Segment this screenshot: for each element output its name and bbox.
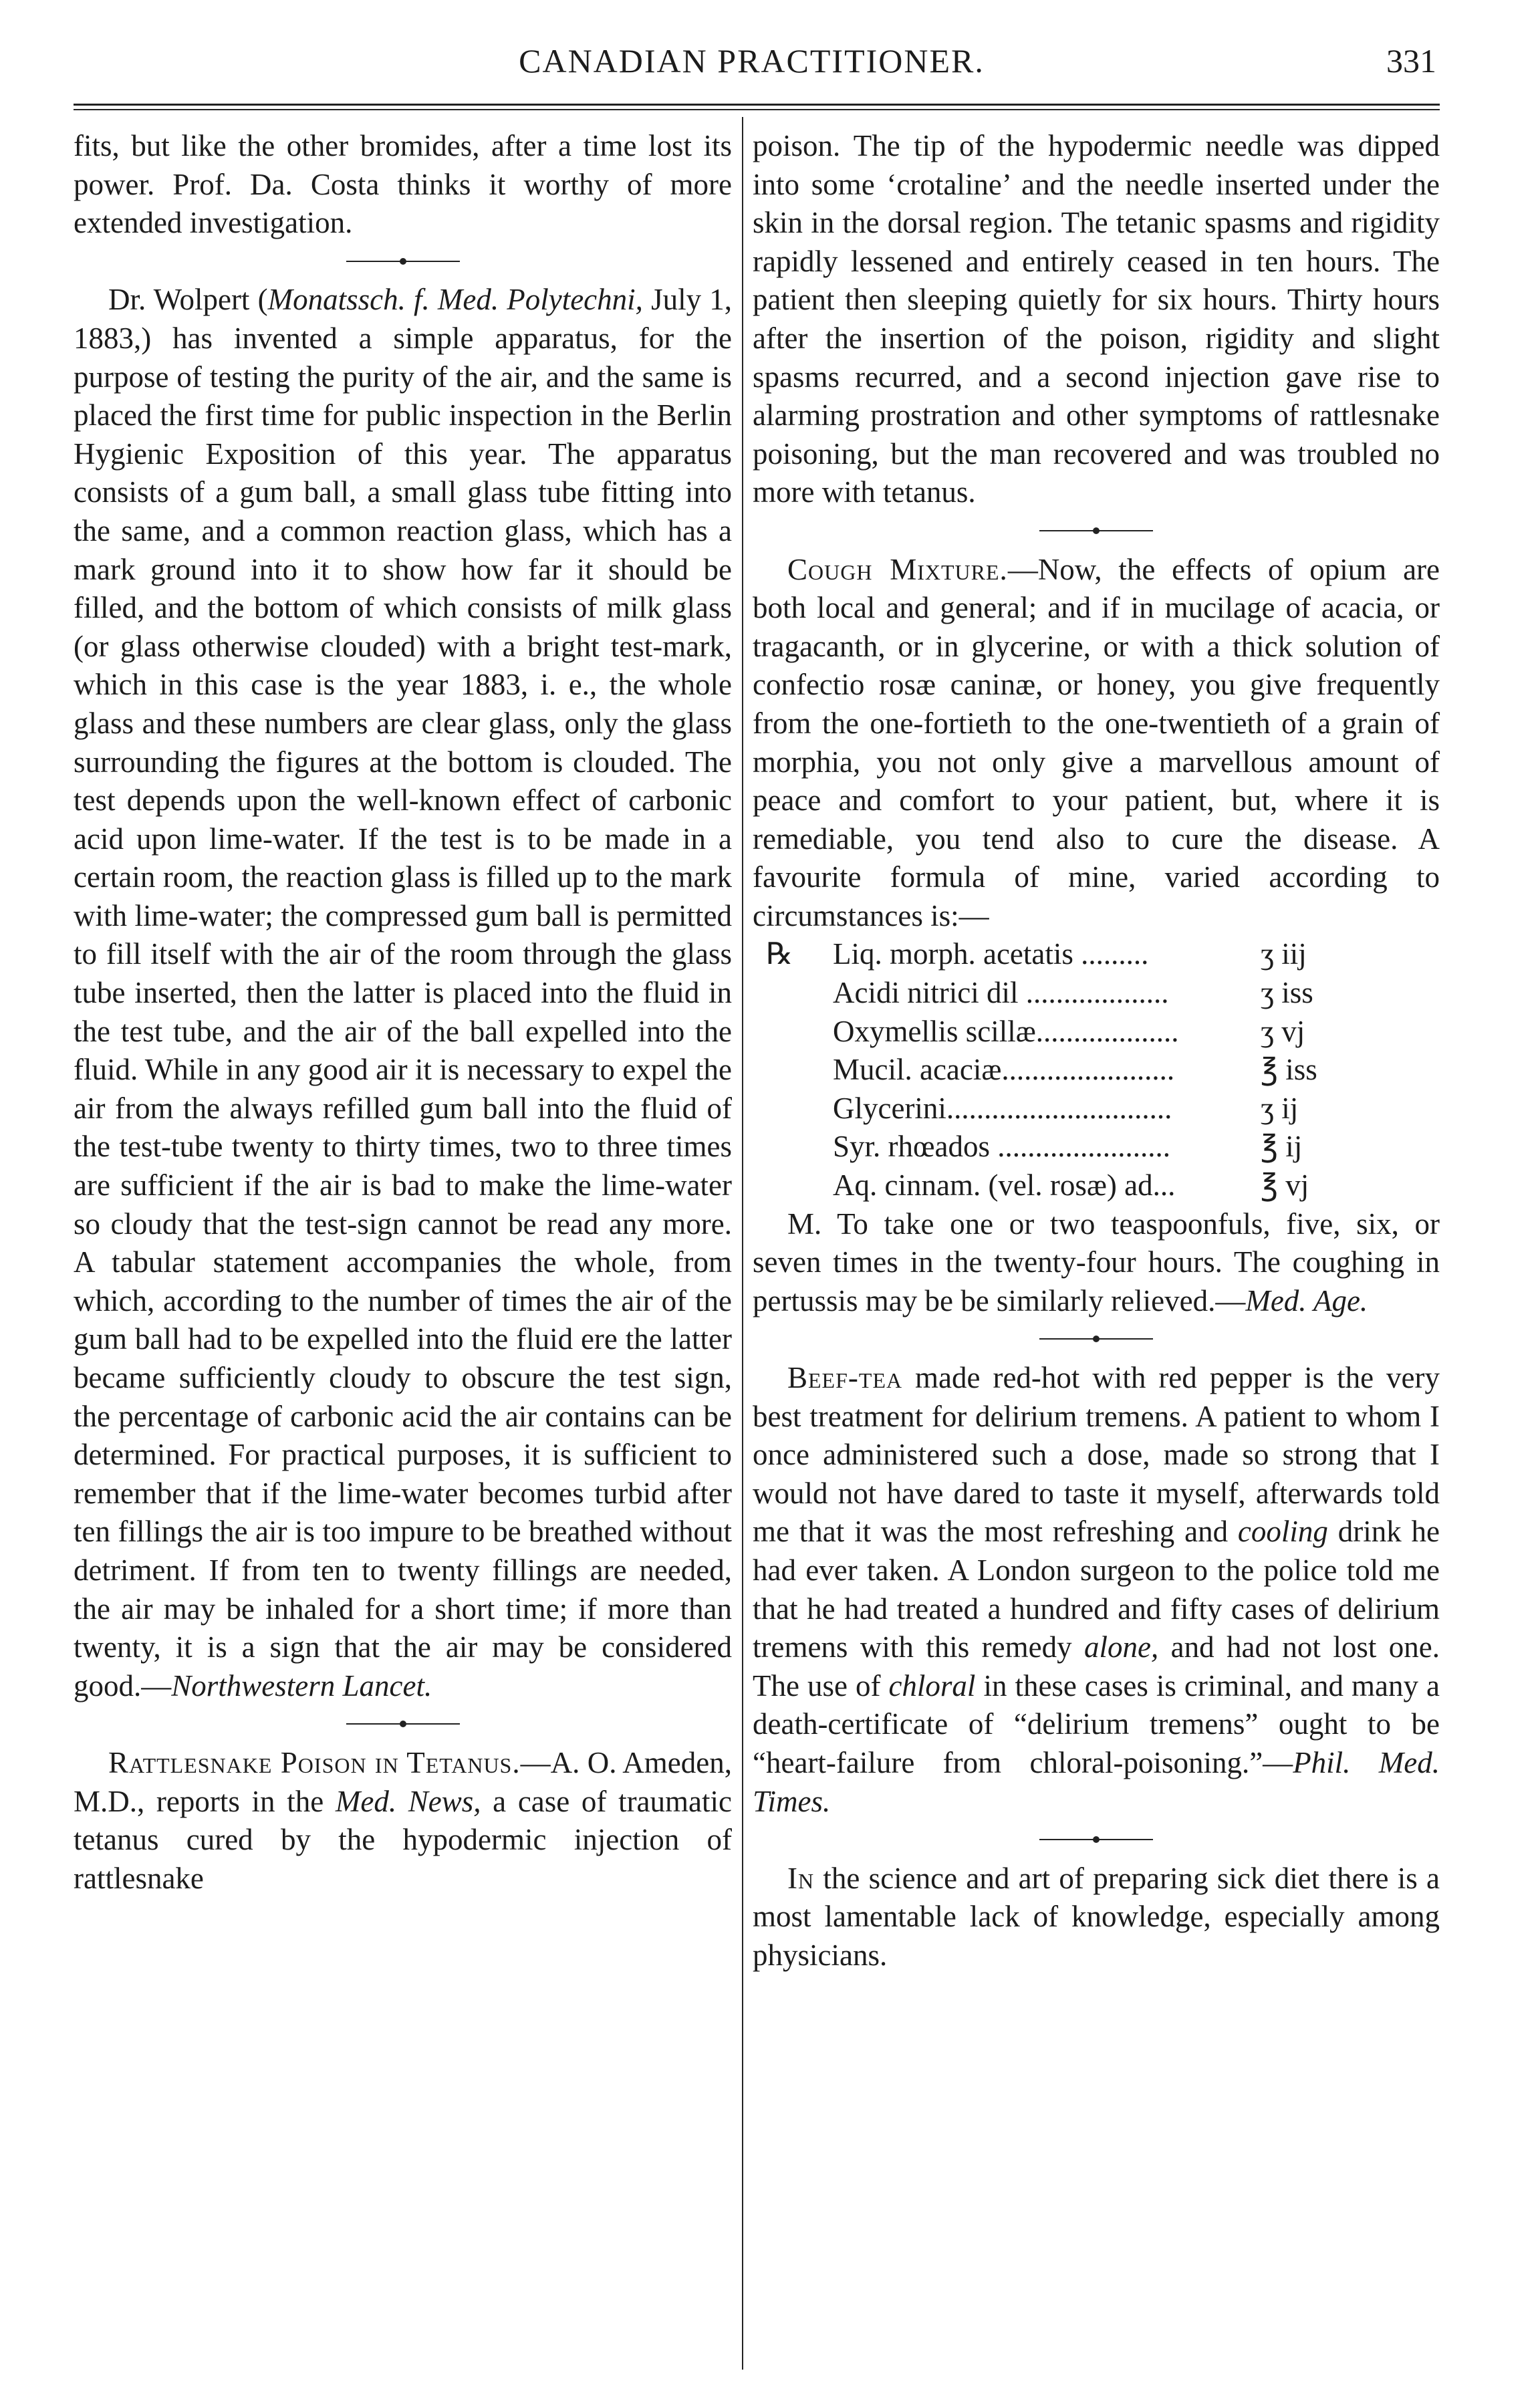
rx-dose: ʒ iij — [1261, 937, 1307, 971]
cough-after: M. To take one or two teaspoonfuls, five, six, or seven times in the twenty-four hours. The coughing in pertussis may be be similarly relieved.— — [753, 1207, 1440, 1317]
header-rule — [74, 104, 1440, 106]
cough-paragraph — [753, 551, 1440, 936]
sick-diet-paragraph — [753, 1860, 1440, 1975]
section-separator — [753, 512, 1440, 551]
wolpert-source: Monatssch. f. Med. Polytechni, — [267, 283, 643, 317]
beef-body-4: in these cases is criminal, and many a death-certificate of “delirium tremens” ought to be “heart-failure from chloral-poisoning.”— — [753, 1668, 1440, 1779]
wolpert-body: July 1, 1883,) has invented a simple apparatus, for the purpose of testing the purity of the air, and the same is placed the first time for public inspection in the Berlin Hygienic Exposition of this year. The apparatus consists of a gum ball, a small glass tube fitting into the same, and a common reaction glass, which has a mark ground into it to show how far it should be filled, and the bottom of which consists of milk glass (or glass otherwise clouded) with a bright test-mark, which in this case is the year 1883, i. e., the whole glass and these numbers are clear glass, only the glass surrounding the figures at the bottom is clouded. The test depends upon the well-known effect of carbonic acid upon lime-water. If the test is to be made in a certain room, the reaction glass is filled up to the mark with lime-water; the compressed gum ball is permitted to fill itself with the air of the room through the glass tube inserted, then the latter is placed into the fluid in the test tube, and the air of the ball expelled into the fluid. While in any good air it is necessary to expel the air from the always refilled gum ball into the fluid of the test-tube twenty to thirty times, two to three times are sufficient if the air is bad to make the lime-water so cloudy that the test-sign cannot be read any more. A tabular statement accompanies the whole, from which, according to the number of times the air of the gum ball had to be expelled into the fluid ere the latter became sufficiently cloudy to obscure the test sign, the percentage of carbonic acid the air contains can be determined. For practical purposes, it is sufficient to remember that if the lime-water becomes turbid after ten fillings the air is too impure to be breathed without detriment. If from ten to twenty fillings are needed, the air may be inhaled for a short time; if more than twenty, it is a sign that the air may be considered good.— — [74, 283, 732, 1703]
sick-diet-body: the science and art of preparing sick diet there is a most lamentable lack of knowledge, especially among physicians. — [753, 1861, 1440, 1972]
beef-cooling: cooling — [1237, 1515, 1328, 1549]
left-column — [74, 127, 732, 1898]
wolpert-paragraph — [74, 281, 732, 1705]
beef-body: made red-hot with red pepper is the very best treatment for delirium tremens. A patient to whom I once administered such a dose, made so strong that I would not have dared to taste it myself, afterwards told me that it was the most refreshing and — [753, 1361, 1440, 1549]
rx-item: Mucil. acaciæ....................... — [833, 1053, 1175, 1087]
prescription-row — [766, 935, 1440, 974]
wolpert-citation: Northwestern Lancet. — [171, 1668, 432, 1703]
rx-dose: ʒ ij — [1261, 1091, 1299, 1125]
rattlesnake-journal: Med. News, — [335, 1784, 481, 1818]
rx-item: Aq. cinnam. (vel. rosæ) ad... — [833, 1168, 1176, 1203]
cough-citation: Med. Age. — [1245, 1283, 1368, 1317]
page-header — [67, 41, 1436, 91]
section-separator — [74, 1705, 732, 1744]
prescription-row — [766, 1013, 1440, 1051]
page-number: 331 — [1386, 42, 1436, 80]
rattlesnake-heading: Rattlesnake Poison in Tetanus. — [108, 1745, 521, 1779]
rx-dose: ʒ vj — [1261, 1014, 1305, 1048]
rattlesnake-body-2: a case of traumatic tetanus cured by the hypodermic injection of rattlesnake — [74, 1784, 732, 1895]
prescription-row — [766, 1166, 1440, 1205]
prescription — [766, 935, 1440, 1205]
prescription-row — [766, 1128, 1440, 1166]
column-divider — [742, 117, 743, 2370]
beef-chloral: chloral — [888, 1668, 976, 1703]
beef-tea-heading: Beef-tea — [787, 1361, 903, 1394]
section-separator — [753, 1320, 1440, 1359]
bromides-paragraph: fits, but like the other bromides, after a time lost its power. Prof. Da. Costa thinks it worthy of more extended investigation. — [74, 129, 732, 240]
cough-heading: Cough Mixture. — [787, 552, 1008, 586]
rx-item: Liq. morph. acetatis ......... — [833, 937, 1149, 971]
section-separator — [753, 1821, 1440, 1860]
rattlesnake-paragraph — [74, 1744, 732, 1898]
rattlesnake-body: —A. O. Ameden, M.D., reports in the — [74, 1745, 732, 1818]
section-separator — [74, 243, 732, 281]
prescription-row — [766, 974, 1440, 1013]
prescription-row — [766, 1051, 1440, 1090]
rattlesnake-continued: poison. The tip of the hypodermic needle was dipped into some ‘crotaline’ and the needle inserted under the skin in the dorsal region. The tetanic spasms and rigidity rapidly lessened and entirely ceased in ten hours. The patient then sleeping quietly for six hours. Thirty hours after the insertion of the poison, rigidity and slight spasms recurred, and a second injection gave rise to alarming prostration and other symptoms of rattlesnake poisoning, but the man recovered and was troubled no more with tetanus. — [753, 129, 1440, 509]
rx-item: Oxymellis scillæ................... — [833, 1014, 1179, 1048]
rx-dose: ʒ iss — [1261, 976, 1313, 1010]
beef-alone: alone, — [1084, 1630, 1159, 1664]
rx-dose: ℥ vj — [1261, 1168, 1309, 1203]
rx-item: Syr. rhœados ....................... — [833, 1130, 1170, 1164]
beef-tea-paragraph — [753, 1359, 1440, 1821]
rx-dose: ℥ ij — [1261, 1130, 1303, 1164]
beef-citation: Phil. Med. Times. — [753, 1745, 1440, 1818]
rx-symbol: ℞ — [766, 937, 793, 971]
running-title: CANADIAN PRACTITIONER. — [519, 42, 985, 80]
beef-body-3: and had not lost one. The use of — [753, 1630, 1440, 1703]
rx-dose: ℥ iss — [1261, 1053, 1317, 1087]
header-rule-double — [74, 109, 1440, 110]
beef-body-2: drink he had ever taken. A London surgeon to the police told me that he had treated a hundred and fifty cases of delirium tremens with this remedy — [753, 1515, 1440, 1664]
right-column — [753, 127, 1440, 1975]
cough-body: —Now, the effects of opium are both local and general; and if in mucilage of acacia, or tragacanth, or in glycerine, or with a thick solution of confectio rosæ caninæ, or honey, you give frequently from the one-fortieth to the one-twentieth of a grain of morphia, you not only give a marvellous amount of peace and comfort to your patient, but, where it is remediable, you tend also to cure the disease. A favourite formula of mine, varied according to circumstances is:— — [753, 552, 1440, 932]
sick-diet-heading: In — [787, 1861, 815, 1895]
wolpert-intro: Dr. Wolpert ( — [108, 283, 268, 317]
rx-item: Acidi nitrici dil ................... — [833, 976, 1169, 1010]
prescription-row — [766, 1090, 1440, 1128]
rx-item: Glycerini.............................. — [833, 1091, 1172, 1125]
cough-directions — [753, 1205, 1440, 1321]
